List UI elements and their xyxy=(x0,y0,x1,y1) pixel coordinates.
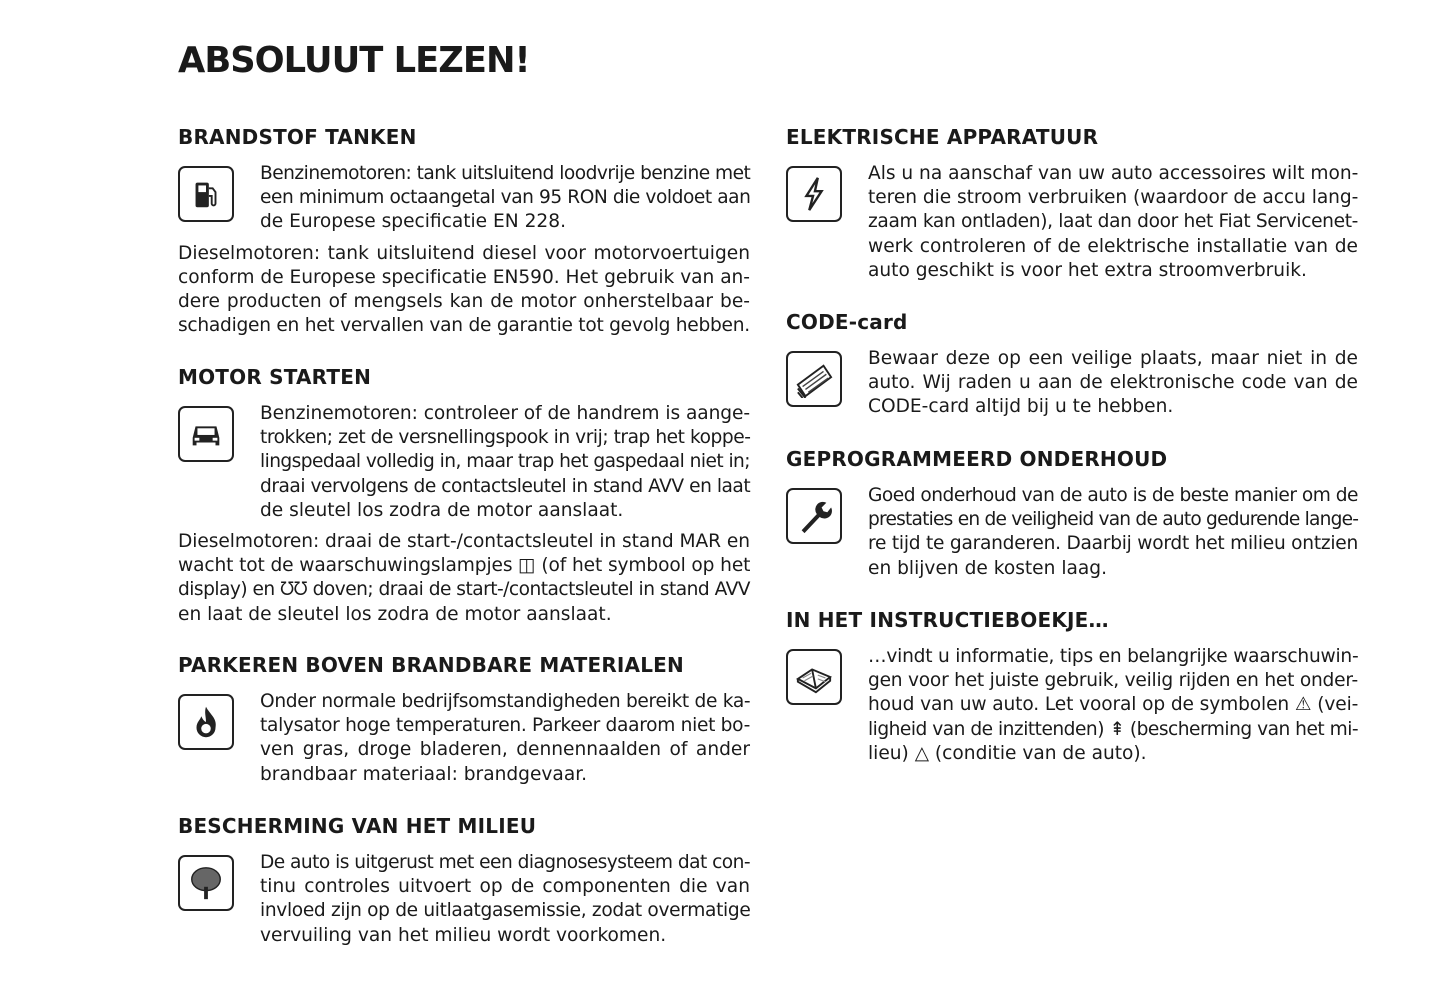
intro-paragraph xyxy=(868,645,1358,766)
text-line: een minimum octaangetal van 95 RON die voldoet aan xyxy=(260,187,751,209)
text-line: Dieselmotoren: draai de start-/contactsleutel in stand MAR en xyxy=(178,530,750,552)
text-line: en laat de sleutel los zodra de motor aanslaat. xyxy=(178,603,612,625)
text-line: brandbaar materiaal: brandgevaar. xyxy=(260,763,588,785)
code-card-icon xyxy=(786,351,842,407)
fire-icon xyxy=(178,694,234,750)
text-line: Benzinemotoren: tank uitsluitend loodvrije benzine met xyxy=(260,163,751,184)
fuel-pump-icon xyxy=(178,166,234,222)
text-line: de sleutel los zodra de motor aanslaat. xyxy=(260,499,624,521)
text-line: gen voor het juiste gebruik, veilig rijden en het onder- xyxy=(868,670,1359,692)
text-line: draai vervolgens de contactsleutel in stand AVV en laat xyxy=(260,475,751,497)
section-motor xyxy=(178,364,750,627)
section-heading: IN HET INSTRUCTIEBOEKJE… xyxy=(786,608,1109,632)
intro-paragraph xyxy=(868,162,1358,283)
intro-paragraph xyxy=(868,347,1358,420)
text-line: Bewaar deze op een veilige plaats, maar niet in de xyxy=(868,348,1358,369)
extra-paragraph xyxy=(178,530,750,627)
intro-paragraph xyxy=(260,851,750,948)
text-line: talysator hoge temperaturen. Parkeer daarom niet bo- xyxy=(260,715,750,737)
section-heading: BRANDSTOF TANKEN xyxy=(178,125,417,149)
text-line: conform de Europese specificatie EN590. Het gebruik van an- xyxy=(178,266,750,288)
text-line: De auto is uitgerust met een diagnosesysteem dat con- xyxy=(260,852,750,873)
text-line: dere producten of mengsels kan de motor onherstelbaar be- xyxy=(178,290,750,312)
wrench-icon xyxy=(786,488,842,544)
section-heading: GEPROGRAMMEERD ONDERHOUD xyxy=(786,447,1168,471)
text-line: …vindt u informatie, tips en belangrijke waarschuwin- xyxy=(868,646,1359,667)
book-icon xyxy=(786,649,842,705)
section-milieu xyxy=(178,813,750,948)
text-line: display) en ᘮᘮ doven; draai de start-/contactsleutel in stand AVV xyxy=(178,579,750,601)
section-heading: MOTOR STARTEN xyxy=(178,365,372,389)
text-line: zaam kan ontladen), laat dan door het Fiat Servicenet- xyxy=(868,211,1358,233)
text-line: Benzinemotoren: controleer of de handrem is aange- xyxy=(260,403,750,424)
text-line: Dieselmotoren: tank uitsluitend diesel voor motorvoertuigen xyxy=(178,242,750,264)
section-brandstof xyxy=(178,124,750,338)
car-icon xyxy=(178,406,234,462)
section-instructie xyxy=(786,607,1358,766)
text-line: trokken; zet de versnellingspook in vrij; trap het koppe- xyxy=(260,427,751,449)
text-line: de Europese specificatie EN 228. xyxy=(260,211,566,233)
text-line: auto. Wij raden u aan de elektronische code van de xyxy=(868,372,1358,394)
text-line: Als u na aanschaf van uw auto accessoires wilt mon- xyxy=(868,163,1359,184)
intro-paragraph xyxy=(260,162,750,235)
text-line: auto geschikt is voor het extra stroomverbruik. xyxy=(868,259,1307,281)
text-line: teren die stroom verbruiken (waardoor de accu lang- xyxy=(868,187,1359,209)
section-heading: CODE-card xyxy=(786,310,908,334)
text-line: werk controleren of de elektrische installatie van de xyxy=(868,235,1358,257)
extra-paragraph xyxy=(178,242,750,339)
section-elektrisch xyxy=(786,124,1358,283)
text-line: tinu controles uitvoert op de componenten die van xyxy=(260,876,750,898)
section-heading: PARKEREN BOVEN BRANDBARE MATERIALEN xyxy=(178,653,684,677)
text-line: en blijven de kosten laag. xyxy=(868,557,1107,579)
text-line: Onder normale bedrijfsomstandigheden bereikt de ka- xyxy=(260,691,751,712)
text-line: lieu) △ (conditie van de auto). xyxy=(868,742,1147,764)
tree-icon xyxy=(178,855,234,911)
text-line: invloed zijn op de uitlaatgasemissie, zodat overmatige xyxy=(260,900,751,922)
text-line: re tijd te garanderen. Daarbij wordt het milieu ontzien xyxy=(868,533,1358,555)
text-line: ligheid van de inzittenden) ⇞ (bescherming van het mi- xyxy=(868,718,1359,740)
section-heading: ELEKTRISCHE APPARATUUR xyxy=(786,125,1099,149)
text-line: CODE-card altijd bij u te hebben. xyxy=(868,396,1174,418)
text-line: ven gras, droge bladeren, dennennaalden of ander xyxy=(260,739,750,761)
text-line: Goed onderhoud van de auto is de beste manier om de xyxy=(868,485,1358,506)
lightning-icon xyxy=(786,166,842,222)
intro-paragraph xyxy=(868,484,1358,581)
intro-paragraph xyxy=(260,690,750,787)
intro-paragraph xyxy=(260,402,750,523)
text-line: prestaties en de veiligheid van de auto gedurende lange- xyxy=(868,509,1359,531)
section-parkeren xyxy=(178,652,750,787)
text-line: vervuiling van het milieu wordt voorkomen. xyxy=(260,924,667,946)
text-line: schadigen en het vervallen van de garantie tot gevolg hebben. xyxy=(178,315,750,337)
section-heading: BESCHERMING VAN HET MILIEU xyxy=(178,814,537,838)
section-code xyxy=(786,309,1358,420)
text-line: lingspedaal volledig in, maar trap het gaspedaal niet in; xyxy=(260,451,750,473)
section-onderhoud xyxy=(786,446,1358,581)
page-title: ABSOLUUT LEZEN! xyxy=(178,40,530,81)
text-line: houd van uw auto. Let vooral op de symbolen ⚠ (vei- xyxy=(868,694,1359,716)
text-line: wacht tot de waarschuwingslampjes ◫ (of het symbool op het xyxy=(178,555,751,577)
